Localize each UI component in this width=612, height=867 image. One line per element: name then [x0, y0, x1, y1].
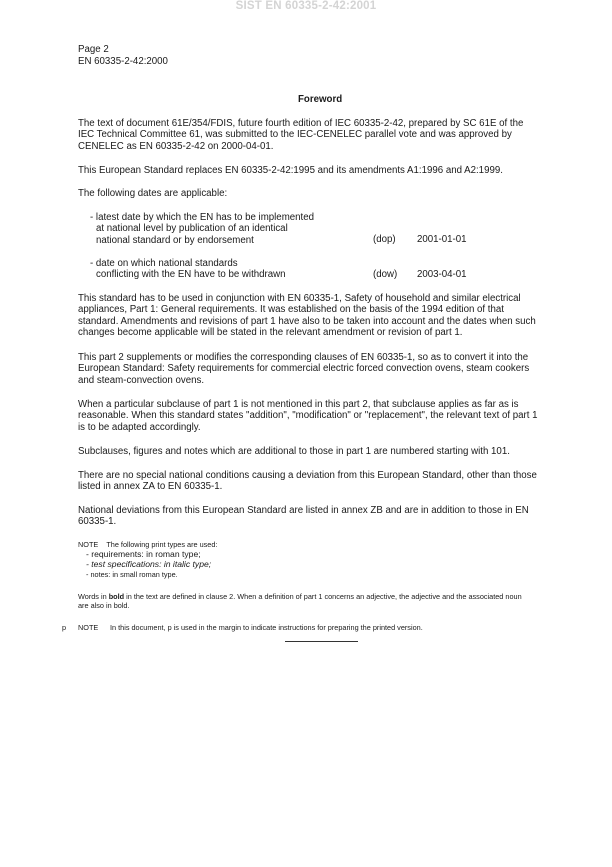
paragraph-national-deviations: National deviations from this European Standard are listed in annex ZB and are in addition to those in EN 60335-1. [78, 505, 529, 528]
date-entry-dow [90, 258, 286, 281]
note-text: The following print types are used: [106, 540, 218, 549]
date-value-dow: 2003-04-01 [417, 269, 467, 280]
note-item-requirements: - requirements: in roman type; [86, 549, 201, 559]
date-entry-line: - latest date by which the EN has to be implemented [90, 212, 315, 223]
margin-marker: p [62, 623, 67, 632]
date-entry-line: national standard or by endorsement [96, 234, 254, 246]
paragraph-replaces: This European Standard replaces EN 60335-2-42:1995 and its amendments A1:1996 and A2:1999. [78, 165, 503, 176]
end-divider [285, 641, 358, 642]
paragraph-dates-intro: The following dates are applicable: [78, 188, 228, 199]
paragraph-national-conditions: There are no special national conditions causing a deviation from this European Standard, other than those listed in annex ZA to EN 60335-1. [78, 470, 537, 493]
bold-words-rest: in the text are defined in clause 2. When a definition of part 1 concerns an adjective, the adjective and the associated noun are also in bold. [78, 592, 522, 610]
note-label: NOTE [78, 540, 99, 549]
date-entry-line: at national level by publication of an identical [96, 223, 288, 235]
paragraph-intro: The text of document 61E/354/FDIS, future fourth edition of IEC 60335-2-42, prepared by SC 61E of the IEC Technical Committee 61, was submitted to the IEC-CENELEC parallel vote and was approved by CENELEC as EN 60335-2-42 on 2000-04-01. [78, 118, 524, 152]
margin-note-text: In this document, p is used in the margin to indicate instructions for preparing the printed version. [110, 623, 423, 632]
note-print-types [78, 540, 217, 579]
note-item-notes: - notes: in small roman type. [86, 569, 178, 579]
page-number: Page 2 [78, 44, 109, 55]
paragraph-subclause: When a particular subclause of part 1 is not mentioned in this part 2, that subclause applies as far as is reasonable. When this standard states "addition", "modification" or "replacement", the relevant text of part 1 is to be adapted accordingly. [78, 399, 538, 433]
date-code-dow: (dow) [373, 269, 398, 280]
document-id: EN 60335-2-42:2000 [78, 56, 168, 67]
paragraph-conjunction: This standard has to be used in conjunction with EN 60335-1, Safety of household and similar electrical appliances, Part 1: General requirements. It was established on the basis of the 1994 edition of that standard. Amendments and revisions of part 1 have also to be taken into account and the dates when such changes become applicable will be stated in the relevant amendment or revision of part 1. [78, 293, 536, 338]
date-entry-dop [90, 212, 314, 246]
bold-words-prefix: Words in [78, 592, 109, 601]
date-code-dop: (dop) [373, 234, 396, 245]
bold-words-bold: bold [108, 592, 125, 601]
bold-words-note [78, 592, 528, 610]
note-item-test-specifications: - test specifications: in italic type; [86, 559, 212, 570]
date-entry-line: conflicting with the EN have to be withdrawn [96, 269, 286, 281]
watermark: SIST EN 60335-2-42:2001 [235, 0, 377, 12]
page-title: Foreword [298, 94, 343, 105]
paragraph-numbering: Subclauses, figures and notes which are additional to those in part 1 are numbered starting with 101. [78, 446, 510, 457]
date-entry-line: - date on which national standards [90, 258, 238, 269]
date-value-dop: 2001-01-01 [417, 234, 467, 245]
paragraph-supplements: This part 2 supplements or modifies the corresponding clauses of EN 60335-1, so as to convert it into the European Standard: Safety requirements for commercial electric forced convection ovens, steam cookers and steam-convection ovens. [78, 352, 530, 386]
margin-note-label: NOTE [78, 623, 99, 632]
